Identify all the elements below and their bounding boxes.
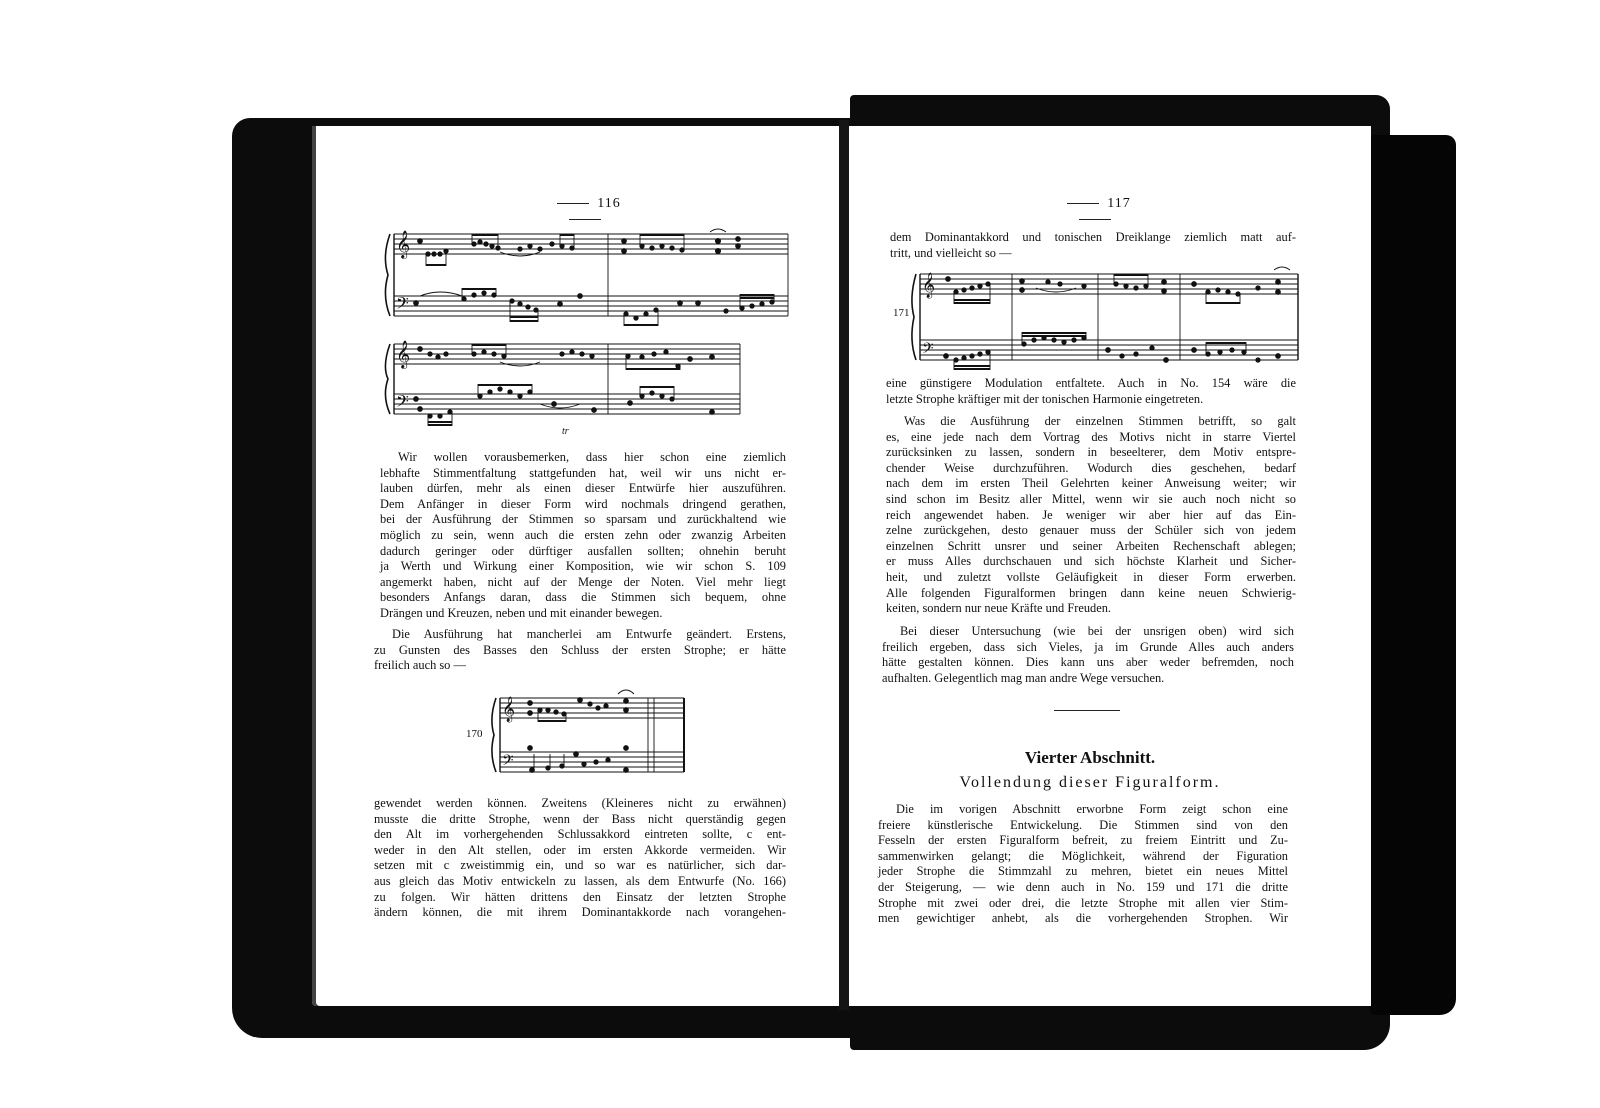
left-paragraph-1 <box>380 450 786 622</box>
text-line: einzelnen Schritt unsrer und seiner Arbeiten Rechenschaft ablegen; <box>886 538 1296 553</box>
text-line: hätte gestalten können. Dies kann uns aber weder befremden, noch <box>882 655 1294 670</box>
right-paragraph-1 <box>890 230 1296 261</box>
section-title: Vierter Abschnitt. <box>1024 748 1156 767</box>
text-line: Bei dieser Untersuchung (wie bei der unsrigen oben) wird sich <box>900 624 1294 638</box>
book-edge <box>1370 135 1456 1015</box>
text-line: besonders Anfangs daran, dass die Stimmen sich bequem, ohne <box>380 590 786 605</box>
text-line: Was die Ausführung der einzelnen Stimmen betrifft, so galt <box>904 414 1296 428</box>
section-subtitle: Vollendung dieser Figuralform. <box>959 774 1221 791</box>
text-line: eine günstigere Modulation entfaltete. Auch in No. 154 wäre die <box>886 376 1296 390</box>
text-line: freilich auch so — <box>374 658 466 673</box>
text-line: dadurch geringer oder dürftiger ausfallen sollten; ohnehin beruht <box>380 543 786 558</box>
trill-mark: tr <box>562 426 569 437</box>
text-line: sammenwirken gelangt; die Möglichkeit, während der Figuration <box>878 848 1288 863</box>
right-paragraph-4 <box>882 624 1294 686</box>
text-line: zelne zurückgehen, desto genauer muss der Schüler sich von jedem <box>886 523 1296 538</box>
text-line: Alle folgenden Figuralformen bringen dann keine neuen Schwierig- <box>886 585 1296 600</box>
text-line: angemerkt haben, nicht auf der Menge der Noten. Viel mehr liegt <box>380 574 786 589</box>
left-paragraph-2 <box>374 627 786 674</box>
text-line: sind schon im Besitz aller Mittel, wenn wir sie auch noch nicht so <box>886 491 1296 506</box>
text-line: freiere künstlerische Entwickelung. Die Stimmen sind von den <box>878 817 1288 832</box>
text-line: keiten, sondern nur neue Kräfte und Freuden. <box>886 601 1112 616</box>
text-line: lauben dürfen, mehr als einen dieser Entwürfe hier auszuführen. <box>380 481 786 496</box>
svg-text:𝄞: 𝄞 <box>922 273 936 298</box>
text-line: gewendet werden können. Zweitens (Kleineres nicht zu erwähnen) <box>374 796 786 810</box>
text-line: ja Werth und Wirkung einer Komposition, wie wir schon S. 109 <box>380 559 786 574</box>
text-line: er muss Alles durchschauen und sich höchste Klarheit und Sicher- <box>886 554 1296 569</box>
svg-text:𝄞: 𝄞 <box>502 697 516 722</box>
text-line: jeder Strophe die Stimmzahl zu mehren, bietet ein neues Mittel <box>878 864 1288 879</box>
text-line: zurücksinken zu lassen, sondern in beseelterer, dem Motiv entspre- <box>886 445 1296 460</box>
text-line: aufhalten. Gelegentlich mag man andre Wege versuchen. <box>882 670 1165 685</box>
page-number-left: 116 <box>530 196 640 228</box>
text-line: Die im vorigen Abschnitt erworbne Form zeigt schon eine <box>896 802 1288 816</box>
text-line: lebhafte Stimmentfaltung stattgefunden hat, weil wir uns nicht er- <box>380 465 786 480</box>
text-line: nach dem im ersten Theil Gelehrten keiner Anweisung weiter; wir <box>886 476 1296 491</box>
text-line: bei der Ausführung der Stimmen so sparsam und zurückhaltend wie <box>380 512 786 527</box>
text-line: Strophe mit zwei oder drei, die letzte Strophe mit allen vier Stim- <box>878 895 1288 910</box>
text-line: Wir wollen vorausbemerken, dass hier schon eine ziemlich <box>398 450 786 464</box>
example-number-171: 171 <box>893 307 910 319</box>
music-example-171 <box>908 264 1300 374</box>
text-line: zu folgen. Wir hätten drittens den Einsatz der letzten Strophe <box>374 889 786 904</box>
text-line: es, eine jede nach dem Vortrag des Motivs nicht in starre Viertel <box>886 429 1296 444</box>
text-line: zu Gunsten des Basses den Schluss der ersten Strophe; er hätte <box>374 642 786 657</box>
text-line: Drängen und Kreuzen, neben und mit einander bewegen. <box>380 605 663 620</box>
svg-text:𝄢: 𝄢 <box>502 752 514 773</box>
text-line: Fesseln der ersten Figuralform befreit, zu freiem Eintritt und Zu- <box>878 833 1288 848</box>
text-line: setzen mit c zweistimmig ein, und so war es natürlicher, sich dar- <box>374 858 786 873</box>
text-line: möglich zu sein, wenn auch die ersten zehn oder zwanzig Arbeiten <box>380 527 786 542</box>
text-line: men gewichtiger anhebt, als die vorhergehenden Strophen. Wir <box>878 911 1288 926</box>
right-paragraph-5 <box>878 802 1288 927</box>
left-paragraph-3 <box>374 796 786 921</box>
text-line: Die Ausführung hat mancherlei am Entwurfe geändert. Erstens, <box>392 627 786 641</box>
page-number-right: 117 <box>1040 196 1150 228</box>
text-line: aus gleich das Motiv entwickeln zu lassen, als dem Entwurfe (No. 166) <box>374 873 786 888</box>
text-line: letzte Strophe kräftiger mit der tonischen Harmonie eingetreten. <box>886 391 1204 406</box>
text-line: ändern können, die mit ihrem Dominantakkorde nach vorangehen- <box>374 905 786 920</box>
right-paragraph-2 <box>886 376 1296 407</box>
text-line: freilich ergeben, dass sich Vieles, ja im Grunde Alles auch anders <box>882 639 1294 654</box>
svg-text:𝄢: 𝄢 <box>396 391 409 415</box>
svg-text:𝄢: 𝄢 <box>922 340 934 361</box>
text-line: Dem Anfänger in dieser Form wird nochmals dringend gerathen, <box>380 496 786 511</box>
svg-text:𝄞: 𝄞 <box>396 340 411 368</box>
svg-text:𝄢: 𝄢 <box>396 293 409 317</box>
text-line: musste die dritte Strophe, wenn der Bass nicht querständig gegen <box>374 811 786 826</box>
section-divider <box>1054 710 1120 711</box>
text-line: heit, und zuletzt vollste Geläufigkeit in dieser Form erwerben. <box>886 569 1296 584</box>
text-line: der Steigerung, — wie denn auch in No. 159 und 171 die dritte <box>878 879 1288 894</box>
text-line: chender Weise durchzuführen. Wodurch dies geschehen, bedarf <box>886 460 1296 475</box>
text-line: tritt, und vielleicht so — <box>890 245 1012 260</box>
right-paragraph-3 <box>886 414 1296 617</box>
music-example-left-top <box>380 226 790 437</box>
book-spine <box>839 120 849 1010</box>
text-line: weder in den Alt stellen, oder im ersten Akkorde vermeiden. Wir <box>374 842 786 857</box>
example-number-170: 170 <box>466 728 483 740</box>
text-line: den Alt im vorhergehenden Schlussakkord eintreten sollte, c ent- <box>374 827 786 842</box>
text-line: reich angewendet haben. Je weniger wir aber hier auf das Ein- <box>886 507 1296 522</box>
svg-text:𝄞: 𝄞 <box>396 230 411 258</box>
text-line: dem Dominantakkord und tonischen Dreiklange ziemlich matt auf- <box>890 230 1296 244</box>
music-example-170 <box>488 684 688 784</box>
